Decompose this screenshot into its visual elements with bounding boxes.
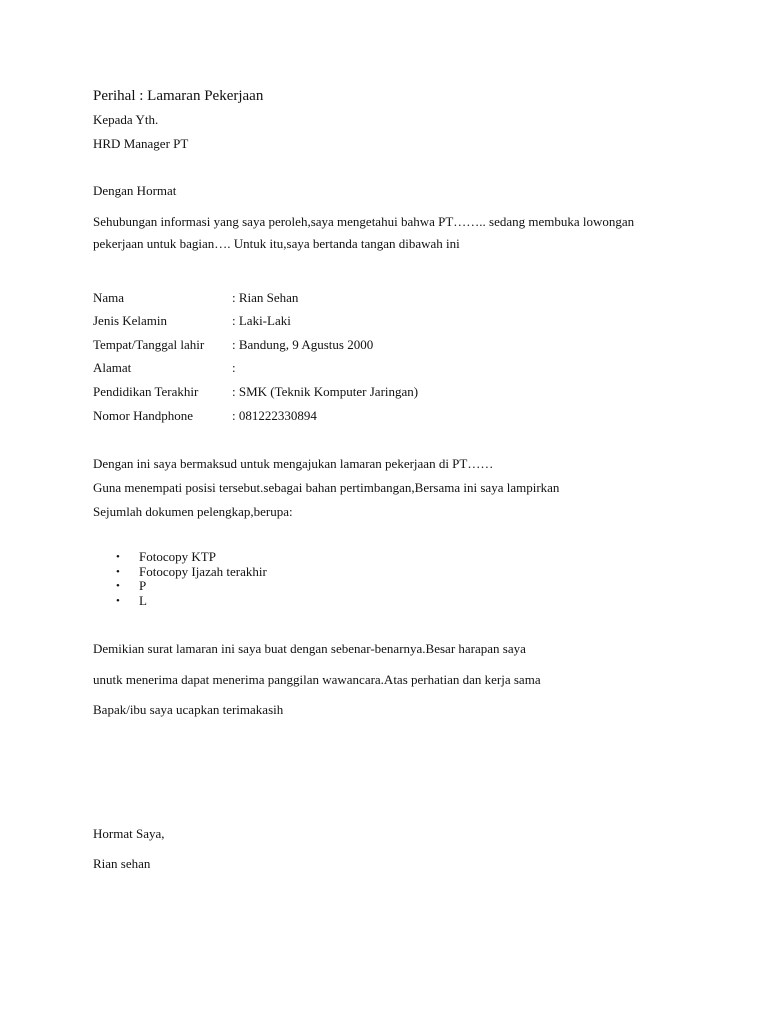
letter-subject: Perihal : Lamaran Pekerjaan [93,88,264,104]
field-label: Tempat/Tanggal lahir [93,337,205,352]
list-item [93,594,267,609]
closing-line-3: Bapak/ibu saya ucapkan terimakasih [93,702,284,717]
list-item-label: L [139,592,147,608]
bullet-icon: • [116,580,120,592]
field-label: Nama [93,290,125,305]
addressee-line-1: Kepada Yth. [93,112,159,127]
field-value: : [232,360,236,375]
signature-name: Rian sehan [93,856,151,871]
bullet-icon: • [116,551,120,563]
field-value: : 081222330894 [232,408,317,423]
list-item [93,565,267,580]
list-item-label: Fotocopy Ijazah terakhir [139,563,267,579]
purpose-line-2: Guna menempati posisi tersebut.sebagai bahan pertimbangan,Bersama ini saya lampirkan [93,480,560,495]
field-label: Pendidikan Terakhir [93,384,199,399]
intro-line-1: Sehubungan informasi yang saya peroleh,saya mengetahui bahwa PT…….. sedang membuka lowongan [93,214,635,229]
bullet-icon: • [116,594,120,607]
intro-line-2: pekerjaan untuk bagian…. Untuk itu,saya bertanda tangan dibawah ini [93,236,460,251]
addressee-line-2: HRD Manager PT [93,136,189,151]
list-item-label: P [139,578,147,593]
signoff: Hormat Saya, [93,826,165,841]
field-value: : Bandung, 9 Agustus 2000 [232,337,374,352]
list-item [93,550,267,565]
closing-line-1: Demikian surat lamaran ini saya buat dengan sebenar-benarnya.Besar harapan saya [93,641,526,656]
purpose-line-1: Dengan ini saya bermaksud untuk mengajukan lamaran pekerjaan di PT…… [93,456,494,471]
list-item [93,579,267,594]
list-item-label: Fotocopy KTP [139,549,216,564]
field-label: Nomor Handphone [93,408,194,423]
closing-line-2: unutk menerima dapat menerima panggilan wawancara.Atas perhatian dan kerja sama [93,672,541,687]
greeting: Dengan Hormat [93,183,177,198]
field-value: : Laki-Laki [232,313,291,328]
field-value: : Rian Sehan [232,290,299,305]
field-label: Alamat [93,360,132,375]
document-list [93,550,267,608]
purpose-line-3: Sejumlah dokumen pelengkap,berupa: [93,504,293,519]
field-value: : SMK (Teknik Komputer Jaringan) [232,384,419,399]
field-label: Jenis Kelamin [93,313,168,328]
bullet-icon: • [116,565,120,578]
